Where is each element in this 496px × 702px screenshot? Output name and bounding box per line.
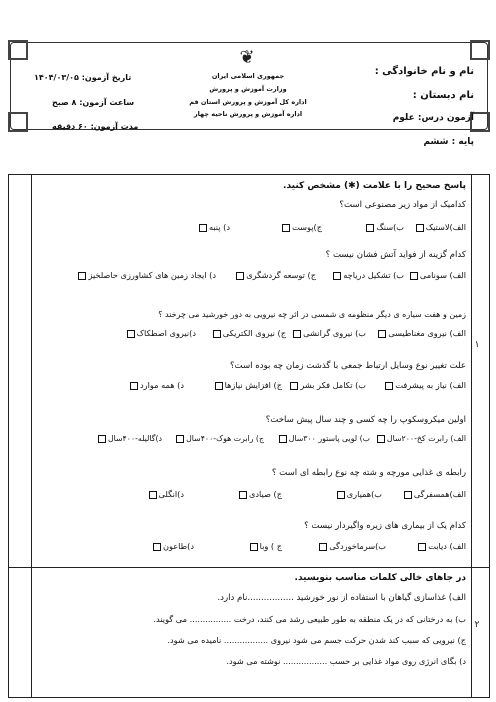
fill-blank-item: الف) غذاسازی گیاهان با استفاده از نور خورشید .................نام دارد.: [217, 593, 466, 603]
option[interactable]: [216, 270, 316, 280]
checkbox[interactable]: [213, 330, 221, 338]
checkbox[interactable]: [279, 435, 287, 443]
ministry-line: اداره آموزش و پرورش ناحیه چهار: [193, 110, 303, 118]
option[interactable]: [282, 541, 386, 551]
score-column-divider: [31, 175, 32, 697]
checkbox[interactable]: [78, 272, 86, 280]
option[interactable]: [282, 380, 366, 390]
option-label: ج ) وبا: [259, 541, 282, 551]
question-text: علت تغییر نوع وسایل ارتباط جمعی با گذشت زمان چه بوده است؟: [229, 361, 466, 371]
checkbox[interactable]: [199, 224, 207, 232]
option[interactable]: [96, 434, 162, 443]
fill-blank-item: ب) به درختانی که در یک منطقه به طور طبیعی رشد می کنند، درخت ................ می گویند.: [153, 614, 466, 624]
option[interactable]: [76, 270, 216, 280]
option-label: ج) رابرت هوک-۴۰۰سال: [186, 434, 264, 443]
option[interactable]: [366, 380, 466, 390]
question-text: اولین میکروسکوپ را چه کسی و چند سال پیش ساخت؟: [265, 415, 466, 425]
duration-label: مدت آزمون: ۶۰ دقیقه: [52, 122, 139, 131]
option-label: ج) نیروی الکتریکی: [222, 328, 286, 338]
ministry-line: جمهوری اسلامی ایران: [211, 72, 285, 80]
fill-blank-item: د) بگای انرژی روی مواد غذایی بر حسب ................. نوشته می شود.: [226, 656, 466, 666]
option-label: الف) نیروی مغناطیسی: [388, 328, 466, 338]
checkbox[interactable]: [337, 491, 345, 499]
option-label: ج) صیادی: [248, 489, 282, 499]
option[interactable]: [322, 222, 404, 232]
option[interactable]: [230, 222, 322, 232]
option-label: الف) نیاز به پیشرفت: [395, 380, 466, 390]
checkbox[interactable]: [130, 382, 138, 390]
ornament-corner: [8, 40, 28, 60]
question-text: رابطه ی غذایی مورچه و شته چه نوع رابطه ای است ؟: [271, 468, 466, 478]
option-label: د) ایجاد زمین های کشاورزی حاصلخیز: [88, 270, 216, 280]
emblem-icon: ❦: [239, 47, 255, 68]
option[interactable]: [125, 328, 196, 338]
option[interactable]: [404, 270, 466, 280]
option[interactable]: [386, 541, 466, 551]
option[interactable]: [264, 434, 370, 443]
checkbox[interactable]: [404, 491, 412, 499]
checkbox[interactable]: [149, 491, 157, 499]
option-label: ج) افزایش نیازها: [224, 380, 282, 390]
checkbox[interactable]: [176, 435, 184, 443]
checkbox[interactable]: [385, 382, 393, 390]
option-row: [197, 222, 466, 232]
option-row: [76, 270, 466, 280]
checkbox[interactable]: [378, 330, 386, 338]
question-text: زمین و هفت سیاره ی دیگر منظومه ی شمسی در اثر چه نیرویی به دور خورشید می چرخند ؟: [158, 310, 466, 319]
option[interactable]: [282, 489, 382, 499]
checkbox[interactable]: [250, 543, 258, 551]
name-label: نام و نام خانوادگی :: [374, 66, 474, 77]
option-label: د) پنبه: [208, 222, 230, 232]
option-label: د)نیروی اصطکاک: [136, 328, 196, 338]
subject-label: آزمون درس: علوم: [392, 113, 474, 123]
grade-label: پایه : ششم: [423, 137, 474, 147]
section-title: در جاهای خالی کلمات مناسب بنویسید.: [294, 573, 466, 583]
section-divider: [9, 567, 489, 568]
option-label: ب)سرماخوردگی: [329, 541, 386, 551]
option[interactable]: [382, 489, 466, 499]
checkbox[interactable]: [127, 330, 135, 338]
option-row: [147, 489, 466, 499]
checkbox[interactable]: [377, 435, 385, 443]
option-label: ب) نیروی گرانشی: [303, 328, 366, 338]
number-column-divider: [471, 175, 472, 697]
option[interactable]: [147, 489, 184, 499]
ministry-line: وزارت آموزش و پرورش: [209, 85, 287, 93]
question-number: ۱: [474, 340, 480, 350]
option-label: د)گالیله-۴۰۰سال: [107, 434, 162, 443]
ornament-corner: [470, 40, 490, 60]
option[interactable]: [404, 222, 466, 232]
option[interactable]: [162, 434, 264, 443]
option-label: الف)لاستیک: [425, 222, 466, 232]
checkbox[interactable]: [215, 382, 223, 390]
date-label: تاریخ آزمون: ۱۴۰۴/۰۳/۰۵: [34, 73, 132, 82]
option[interactable]: [370, 434, 466, 443]
checkbox[interactable]: [293, 330, 301, 338]
option-row: [151, 541, 466, 551]
option[interactable]: [286, 328, 366, 338]
option-row: [128, 380, 466, 390]
option-label: د)طاعون: [163, 541, 194, 551]
option[interactable]: [184, 380, 282, 390]
option-row: [96, 434, 466, 443]
option[interactable]: [128, 380, 184, 390]
checkbox[interactable]: [239, 491, 247, 499]
option[interactable]: [184, 489, 282, 499]
checkbox[interactable]: [333, 272, 341, 280]
checkbox[interactable]: [410, 272, 418, 280]
option-label: ج) توسعه گردشگری: [246, 270, 316, 280]
option-row: [125, 328, 466, 338]
option[interactable]: [366, 328, 466, 338]
option-label: ب) لویی پاستور ۳۰۰سال: [288, 434, 370, 443]
option-label: الف) دیابت: [428, 541, 466, 551]
checkbox[interactable]: [418, 543, 426, 551]
option[interactable]: [151, 541, 194, 551]
option-label: ب)همیاری: [346, 489, 382, 499]
checkbox[interactable]: [416, 224, 424, 232]
question-text: کدامیک از مواد زیر مصنوعی است؟: [339, 200, 466, 210]
checkbox[interactable]: [282, 224, 290, 232]
time-label: ساعت آزمون: ۸ صبح: [52, 98, 135, 107]
question-number: ۲: [474, 620, 480, 630]
option-label: ج)پوست: [292, 222, 322, 232]
checkbox[interactable]: [236, 272, 244, 280]
option-label: د)انگلی: [158, 489, 184, 499]
question-text: کدام یک از بیماری های زیره واگیردار نیست ؟: [304, 521, 466, 531]
school-label: نام دبستان :: [412, 90, 474, 101]
checkbox[interactable]: [366, 224, 374, 232]
question-text: کدام گزینه از فواید آتش فشان نیست ؟: [325, 250, 466, 260]
ministry-line: اداره کل آموزش و پرورش استان قم: [189, 98, 307, 106]
option-label: د) همه موارد: [140, 380, 184, 390]
checkbox[interactable]: [98, 435, 106, 443]
option-label: ب) تشکیل دریاچه: [343, 270, 404, 280]
option-label: ب) تکامل فکر بشر: [300, 380, 366, 390]
option[interactable]: [194, 541, 282, 551]
section-title: پاسخ صحیح را با علامت (✱) مشخص کنید.: [283, 181, 466, 191]
option[interactable]: [197, 222, 230, 232]
option[interactable]: [196, 328, 286, 338]
checkbox[interactable]: [290, 382, 298, 390]
option-label: الف) سونامی: [419, 270, 466, 280]
option[interactable]: [316, 270, 404, 280]
option-label: ب)سنگ: [376, 222, 404, 232]
option-label: الف)همسفرگی: [413, 489, 466, 499]
fill-blank-item: ج) نیرویی که سبب کند شدن حرکت جسم می شود نیروی ................. نامیده می شود.: [167, 635, 466, 645]
checkbox[interactable]: [319, 543, 327, 551]
option-label: الف) رابرت کخ-۲۰۰سال: [386, 434, 466, 443]
checkbox[interactable]: [153, 543, 161, 551]
